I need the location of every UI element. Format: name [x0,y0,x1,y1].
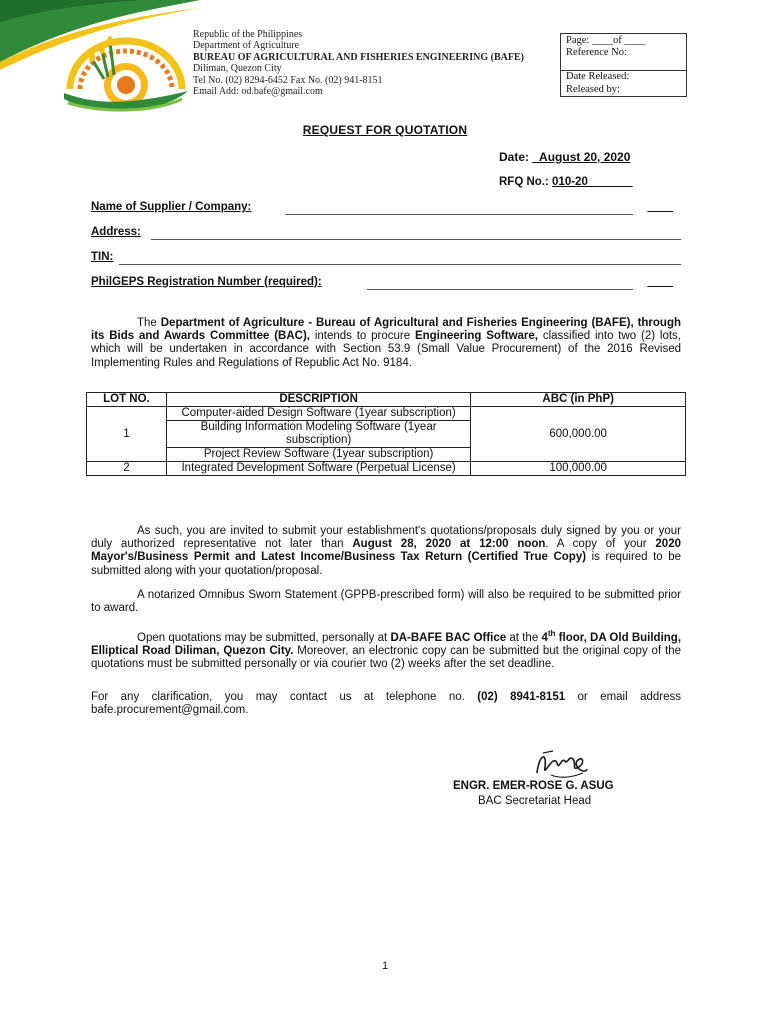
date-label: Date: [499,150,530,164]
signatory-title: BAC Secretariat Head [478,795,592,807]
fill-line [119,264,681,265]
rfq-value: 010-20_______ [552,176,633,188]
supplier-field [91,201,681,217]
agency-line: Department of Agriculture [193,40,300,52]
superscript: th [547,629,556,638]
lot-number: 1 [87,407,167,462]
table-row [87,407,686,421]
contact-paragraph [91,691,681,717]
rfq-label: RFQ No.: [499,176,549,188]
text: at the [506,631,542,644]
rfq-line [499,176,633,188]
document-info-box [560,33,687,97]
agency-header [193,29,524,97]
text: As such, you are invited to submit your establishment's quotations/proposals duly signed by you or your duly authorized representative not later than [91,525,681,551]
text-bold: 4 [541,631,548,644]
intro-paragraph [91,317,681,370]
omnibus-paragraph [91,589,681,615]
telephone: (02) 8941-8151 [477,691,566,703]
description-item: Project Review Software (1year subscription) [166,448,470,462]
submission-paragraph [91,627,681,671]
document-title: REQUEST FOR QUOTATION [302,123,468,137]
text: A notarized Omnibus Sworn Statement (GPPB-prescribed form) will also be required to be submitted prior to award. [91,589,681,615]
fill-line [285,214,633,215]
philgeps-label: PhilGEPS Registration Number (required): [91,276,322,288]
col-header-lot: LOT NO. [87,393,167,407]
agency-contact: Tel No. (02) 8294-6452 Fax No. (02) 941-8151 [193,74,383,86]
address-label: Address: [91,226,141,238]
text: Open quotations may be submitted, personally at [137,631,391,644]
agency-line: Diliman, Quezon City [193,63,282,75]
deadline: August 28, 2020 at 12:00 noon [352,538,546,551]
date-released-field: Date Released: [566,71,630,82]
fill-line [151,239,681,240]
agency-line: Republic of the Philippines [193,29,303,40]
office-address: floor, DA Old Building, Elliptical Road Diliman, Quezon City. [91,631,682,658]
required-documents: 2020 Mayor's/Business Permit and Latest Income/Business Tax Return (Certified True Copy) [91,538,681,564]
page-field: Page: ____of ____ [566,35,646,46]
text-bold: Engineering Software, [414,330,538,343]
text: is required to be submitted along with your quotation/proposal. [91,551,681,577]
date-value: _August 20, 2020 [532,150,631,164]
text: or email address bafe.procurement@gmail.com. [91,691,681,717]
tin-field [91,251,681,267]
lot-number: 2 [87,462,167,476]
bafe-logo-icon [62,33,190,119]
description-item: Integrated Development Software (Perpetual License) [166,462,470,476]
text: classified into two (2) lots, which will be undertaken in accordance with Section 53.9 (Small Value Procurement) of the 2016 Revised Implementing Rules and Regulations of Republic Act No. 9184. [91,330,681,369]
col-header-description: DESCRIPTION [166,393,470,407]
supplier-label: Name of Supplier / Company: [91,201,252,213]
abc-value: 100,000.00 [471,462,686,476]
supplier-tail: ____ [647,201,673,213]
reference-field: Reference No: [566,47,627,58]
lots-table [86,392,686,476]
signatory-name: ENGR. EMER-ROSE G. ASUG [453,780,614,792]
address-field [91,226,681,242]
text-bold: Department of Agriculture - Bureau of Agricultural and Fisheries Engineering (BAFE), through its Bids and Awards Committee (BAC), [91,317,681,343]
text: . A copy of your [545,538,656,551]
text: The [137,317,161,329]
agency-email: Email Add: od.bafe@gmail.com [193,86,323,98]
text: For any clarification, you may contact us at telephone no. [91,691,478,703]
description-item: Computer-aided Design Software (1year subscription) [166,407,470,421]
tin-label: TIN: [91,251,114,263]
signature-icon [533,745,589,783]
fill-line [367,289,633,290]
text: intends to procure [310,330,415,343]
invitation-paragraph [91,525,681,578]
table-row [87,462,686,476]
released-by-field: Released by: [566,84,620,95]
agency-name: BUREAU OF AGRICULTURAL AND FISHERIES ENGINEERING (BAFE) [193,51,524,63]
text: Moreover, an electronic copy can be submitted but the original copy of the quotations must be submitted personally or via courier two (2) weeks after the set deadline. [91,645,681,671]
date-line [499,150,630,164]
page-number: 1 [381,960,389,972]
philgeps-tail: ____ [647,276,673,288]
description-item: Building Information Modeling Software (1year subscription) [166,421,470,448]
abc-value: 600,000.00 [471,407,686,462]
office-name: DA-BAFE BAC Office [390,631,507,644]
table-header-row [87,393,686,407]
col-header-abc: ABC (in PhP) [471,393,686,407]
philgeps-field [91,276,681,292]
